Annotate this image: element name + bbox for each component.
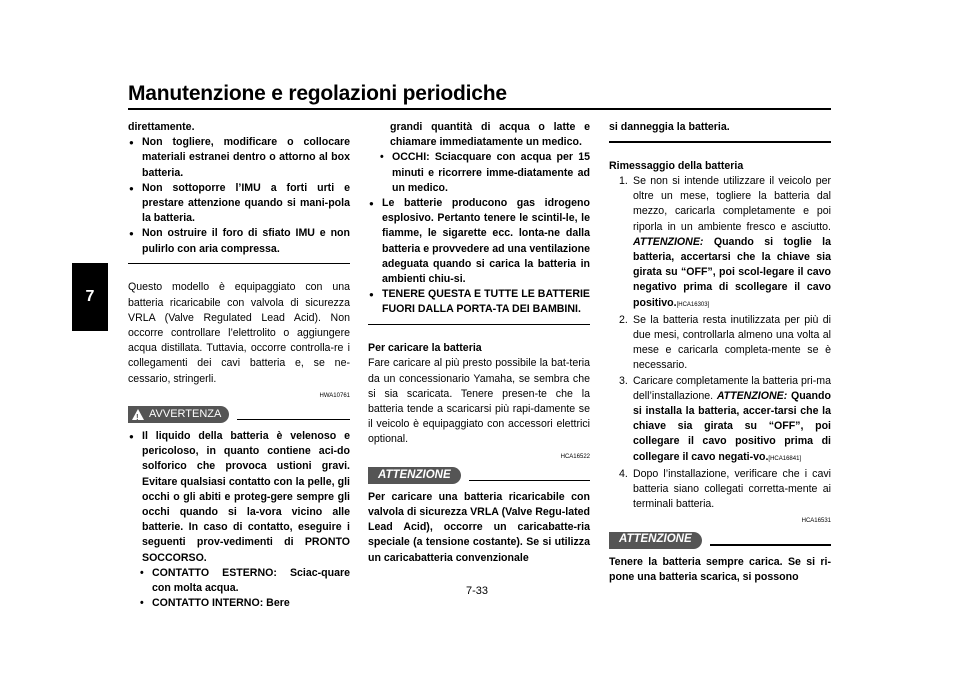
- item-text: Se la batteria resta inutilizzata per più di due mesi, controllarla almeno una volta al mese e caricarla completa-mente se è necessario.: [633, 313, 831, 372]
- item-number: 1.: [619, 174, 628, 187]
- warning-label: AVVERTENZA: [149, 407, 222, 420]
- attention-inline: ATTENZIONE:: [633, 235, 704, 248]
- section-heading: Per caricare la batteria: [368, 342, 482, 355]
- bullet-item: ● TENERE QUESTA E TUTTE LE BATTERIE FUORI DALLA PORTA-TA DEI BAMBINI.: [368, 287, 590, 317]
- attention-badge: ATTENZIONE: [368, 467, 461, 484]
- chapter-tab: 7: [72, 263, 108, 331]
- body-text: Questo modello è equipaggiato con una batteria ricaricabile con valvola di sicurezza VRLA (Valve Regulated Lead Acid). Non occorre controllare l’elettrolito o aggiungere acqua distillata. Tuttavia, occorre controlla-re i collegamenti dei cavi batteria e, se ne-cessario, stringerli.: [128, 281, 350, 385]
- dot-item: • CONTATTO INTERNO: Bere: [128, 596, 350, 611]
- attention-header: [368, 467, 590, 484]
- lead-text: direttamente.: [128, 121, 195, 133]
- item-bold-text: Quando si installa la batteria, accer-tarsi che la chiave sia girata su “OFF”, poi collegare il cavo positivo prima di collegare il cavo negati-vo.: [633, 389, 831, 463]
- warning-header: [128, 406, 350, 423]
- attention-code: HCA16531: [801, 518, 831, 525]
- numbered-item: [609, 467, 831, 513]
- section-rule: [128, 263, 350, 265]
- page-number: 7-33: [466, 585, 489, 597]
- numbered-item: [609, 374, 831, 467]
- header-rule: [128, 108, 831, 110]
- inline-code: [HCA16841]: [768, 455, 802, 462]
- bullet-item: ● Non togliere, modificare o collocare materiali estranei dentro o attorno al box batteria.: [128, 135, 350, 181]
- attention-header: [609, 532, 831, 549]
- section-rule: [368, 324, 590, 326]
- column-3: [609, 120, 831, 585]
- item-text: Caricare completamente la batteria pri-ma dell’installazione.: [633, 374, 831, 402]
- attention-text: Tenere la batteria sempre carica. Se si ri-pone una batteria scarica, si possono: [609, 555, 831, 583]
- section-rule: [609, 141, 831, 143]
- section-heading: Rimessaggio della batteria: [609, 159, 744, 172]
- bullet-item: ● Non ostruire il foro di sfiato IMU e non pulirlo con aria compressa.: [128, 226, 350, 256]
- dot-item: • OCCHI: Sciacquare con acqua per 15 minuti e ricorrere imme-diatamente ad un medico.: [368, 150, 590, 196]
- continued-text: si danneggia la batteria.: [609, 121, 730, 133]
- bullet-item: ● Le batterie producono gas idrogeno esplosivo. Pertanto tenere le scintil-le, le fiamme, le sigarette ecc. lonta-ne dalla batteria e provvedere ad una ventilazione adeguata quando si carica la batteria in ambienti chiu-si.: [368, 196, 590, 287]
- attention-text: Per caricare una batteria ricaricabile con valvola di sicurezza VRLA (Valve Regu-lated Lead Acid), occorre un caricabatte-ria speciale (a tensione costante). Se si utilizza un caricabatteria convenzionale: [368, 490, 590, 564]
- item-text: Dopo l’installazione, verificare che i cavi batteria siano collegati corretta-mente ai terminali batteria.: [633, 467, 831, 511]
- column-2: [368, 120, 590, 566]
- warning-badge: [128, 406, 229, 423]
- item-number: 2.: [619, 313, 628, 326]
- item-text: Se non si intende utilizzare il veicolo per oltre un mese, togliere la batteria dal mezzo, caricarla completamente e poi riporla in un ambiente fresco e asciutto.: [633, 174, 831, 233]
- attention-code: HCA16522: [560, 453, 590, 460]
- numbered-item: [609, 313, 831, 374]
- attention-rule: [469, 480, 590, 482]
- continued-text: grandi quantità di acqua o latte e chiamare immediatamente un medico.: [390, 121, 590, 149]
- warning-code: HWA10761: [319, 392, 350, 399]
- attention-inline: ATTENZIONE:: [716, 389, 788, 402]
- page-title: Manutenzione e regolazioni periodiche: [128, 82, 507, 105]
- bullet-item: ● Non sottoporre l’IMU a forti urti e prestare attenzione quando si mani-pola la batteria.: [128, 181, 350, 227]
- warning-rule: [237, 419, 350, 421]
- item-number: 3.: [619, 374, 628, 387]
- column-1: [128, 120, 350, 611]
- attention-badge: ATTENZIONE: [609, 532, 702, 549]
- warning-triangle-icon: !: [132, 409, 144, 420]
- inline-code: [HCA16303]: [676, 301, 710, 308]
- numbered-item: [609, 174, 831, 313]
- body-text: Fare caricare al più presto possibile la bat-teria da un concessionario Yamaha, se sembra che si sia scaricata. Tenere presen-te che la batteria tende a scaricarsi più rapi-damente se il veicolo è equipaggiato con accessori elettrici optional.: [368, 357, 590, 446]
- item-number: 4.: [619, 467, 628, 480]
- dot-item: • CONTATTO ESTERNO: Sciac-quare con molta acqua.: [128, 566, 350, 596]
- warning-bullet: ● Il liquido della batteria è velenoso e pericoloso, in quanto contiene aci-do solforico che provoca ustioni gravi. Evitare qualsiasi contatto con la pelle, gli occhi o gli abiti e proteg-gere sempre gli occhi quando si la-vora vicino alle batterie. In caso di contatto, eseguire i seguenti prov-vedimenti di PRONTO SOCCORSO.: [128, 429, 350, 566]
- attention-rule: [710, 544, 831, 546]
- item-bold-text: Quando si toglie la batteria, accertarsi che la chiave sia girata su “OFF”, poi scol-legare il cavo negativo prima di scollegare il cavo positivo.: [633, 235, 832, 309]
